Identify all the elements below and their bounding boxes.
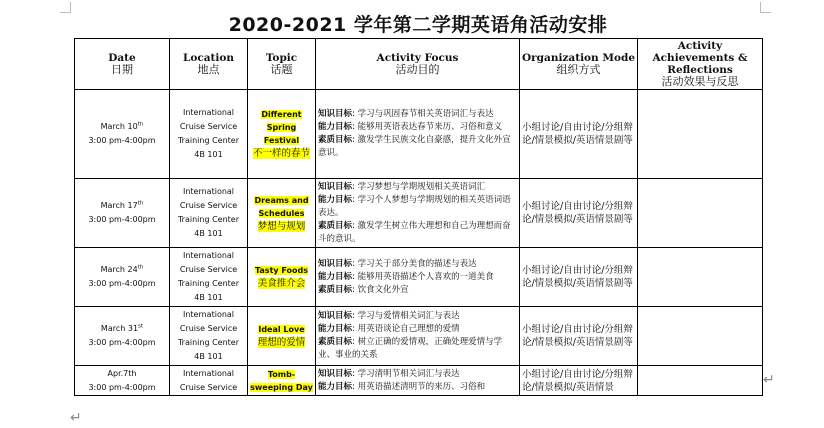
focus-cell: 知识目标: 学习与爱情相关词汇与表达 能力目标: 用英语谈论自己理想的爱情 素质目标: 树立正确的爱情观，正确处理爱情与学业、事业的关系 (316, 307, 520, 366)
date-cell: March 17th 3:00 pm-4:00pm (75, 179, 170, 248)
mode-cell: 小组讨论/自由讨论/分组辩论/情景模拟/英语情景剧等 (520, 90, 638, 179)
achievement-cell (638, 307, 763, 366)
focus-cell: 知识目标: 学习清明节相关词汇与表达 能力目标: 用英语描述清明节的来历、习俗和 (316, 366, 520, 396)
topic-cell: Dreams and Schedules 梦想与规划 (248, 179, 316, 248)
header-location: Location 地点 (170, 39, 248, 90)
table-row (75, 366, 763, 396)
page-corner-mark-left (60, 2, 71, 13)
location-cell: International Cruise Service Training Center 4B 101 (170, 307, 248, 366)
achievement-cell (638, 366, 763, 396)
topic-cell: Different Spring Festival 不一样的春节 (248, 90, 316, 179)
header-achievements: Activity Achievements & Reflections 活动效果与反思 (638, 39, 763, 90)
achievement-cell (638, 248, 763, 307)
header-topic: Topic 话题 (248, 39, 316, 90)
date-cell: March 31st 3:00 pm-4:00pm (75, 307, 170, 366)
topic-cell: Tasty Foods 美食推介会 (248, 248, 316, 307)
date-cell: Apr.7th 3:00 pm-4:00pm (75, 366, 170, 396)
achievement-cell (638, 179, 763, 248)
topic-cell: Ideal Love 理想的爱情 (248, 307, 316, 366)
mode-cell: 小组讨论/自由讨论/分组辩论/情景模拟/英语情景剧等 (520, 307, 638, 366)
table-row (75, 307, 763, 366)
location-cell: International Cruise Service (170, 366, 248, 396)
mode-cell: 小组讨论/自由讨论/分组辩论/情景模拟/英语情景剧等 (520, 179, 638, 248)
header-organization-mode: Organization Mode 组织方式 (520, 39, 638, 90)
mode-cell: 小组讨论/自由讨论/分组辩论/情景模拟/英语情景 (520, 366, 638, 396)
date-cell: March 24th 3:00 pm-4:00pm (75, 248, 170, 307)
topic-cell: Tomb-sweeping Day (248, 366, 316, 396)
table-row (75, 90, 763, 179)
table-row (75, 248, 763, 307)
header-date: Date 日期 (75, 39, 170, 90)
achievement-cell (638, 90, 763, 179)
table-row (75, 179, 763, 248)
focus-cell: 知识目标: 学习梦想与学期规划相关英语词汇 能力目标: 学习个人梦想与学期规划的相关英语词语表达。 素质目标: 激发学生树立伟大理想和自己为理想而奋斗的意识。 (316, 179, 520, 248)
document-title: 2020-2021 学年第二学期英语角活动安排 (228, 14, 608, 36)
location-cell: International Cruise Service Training Center 4B 101 (170, 179, 248, 248)
header-activity-focus: Activity Focus 活动目的 (316, 39, 520, 90)
mode-cell: 小组讨论/自由讨论/分组辩论/情景模拟/英语情景剧等 (520, 248, 638, 307)
paragraph-mark-icon: ↵ (763, 372, 775, 388)
location-cell: International Cruise Service Training Center 4B 101 (170, 248, 248, 307)
focus-cell: 知识目标: 学习与巩固春节相关英语词汇与表达 能力目标: 能够用英语表达春节来历、习俗和意义 素质目标: 激发学生民族文化自豪感，提升文化外宣意识。 (316, 90, 520, 179)
date-cell: March 10th 3:00 pm-4:00pm (75, 90, 170, 179)
paragraph-mark-icon: ↵ (70, 410, 82, 426)
location-cell: International Cruise Service Training Center 4B 101 (170, 90, 248, 179)
table-header-row (75, 39, 763, 90)
focus-cell: 知识目标: 学习关于部分美食的描述与表达 能力目标: 能够用英语描述个人喜欢的一道美食 素质目标: 饮食文化外宣 (316, 248, 520, 307)
schedule-table (74, 38, 763, 396)
